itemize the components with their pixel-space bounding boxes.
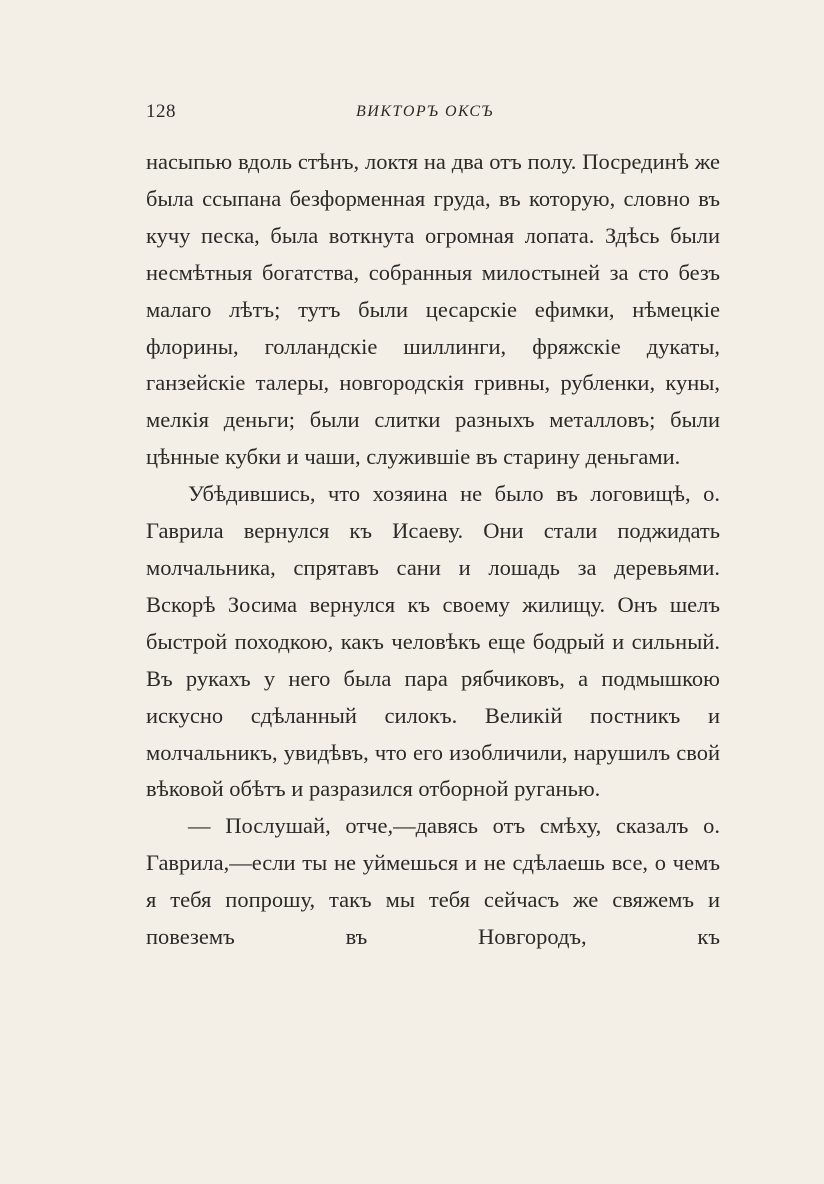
paragraph-dialogue: — Послушай, отче,—давясь отъ смѣху, сказалъ о. Гаврила,—если ты не уймешься и не сдѣлаешь все, о чемъ я тебя попрошу, такъ мы тебя сейчасъ же свяжемъ и повеземъ въ Новгородъ, къ xyxy=(146,813,720,950)
running-head xyxy=(146,101,720,129)
body-text xyxy=(146,144,720,956)
running-title: ВИКТОРЪ ОКСЪ xyxy=(356,103,494,120)
paragraph: Убѣдившись, что хозяина не было въ логовищѣ, о. Гаврила вернулся къ Исаеву. Они стали поджидать молчальника, спрятавъ сани и лошадь за деревьями. Вскорѣ Зосима вернулся къ своему жилищу. Онъ шелъ быстрой походкою, какъ человѣкъ еще бодрый и сильный. Въ рукахъ у него была пара рябчиковъ, а подмышкою искусно сдѣланный силокъ. Великій постникъ и молчальникъ, увидѣвъ, что его изобличили, нарушилъ свой вѣковой обѣтъ и разразился отборной руганью. xyxy=(146,481,720,802)
page-number: 128 xyxy=(146,101,176,122)
paragraph-continued: насыпью вдоль стѣнъ, локтя на два отъ полу. Посрединѣ же была ссыпана безформенная груда, въ которую, словно въ кучу песка, была воткнута огромная лопата. Здѣсь были несмѣтныя богатства, собранныя милостыней за сто безъ малаго лѣтъ; тутъ были цесарскіе ефимки, нѣмецкіе флорины, голландскіе шиллинги, фряжскіе дукаты, ганзейскіе талеры, новгородскія гривны, рубленки, куны, мелкія деньги; были слитки разныхъ металловъ; были цѣнные кубки и чаши, служившіе въ старину деньгами. xyxy=(146,149,720,470)
